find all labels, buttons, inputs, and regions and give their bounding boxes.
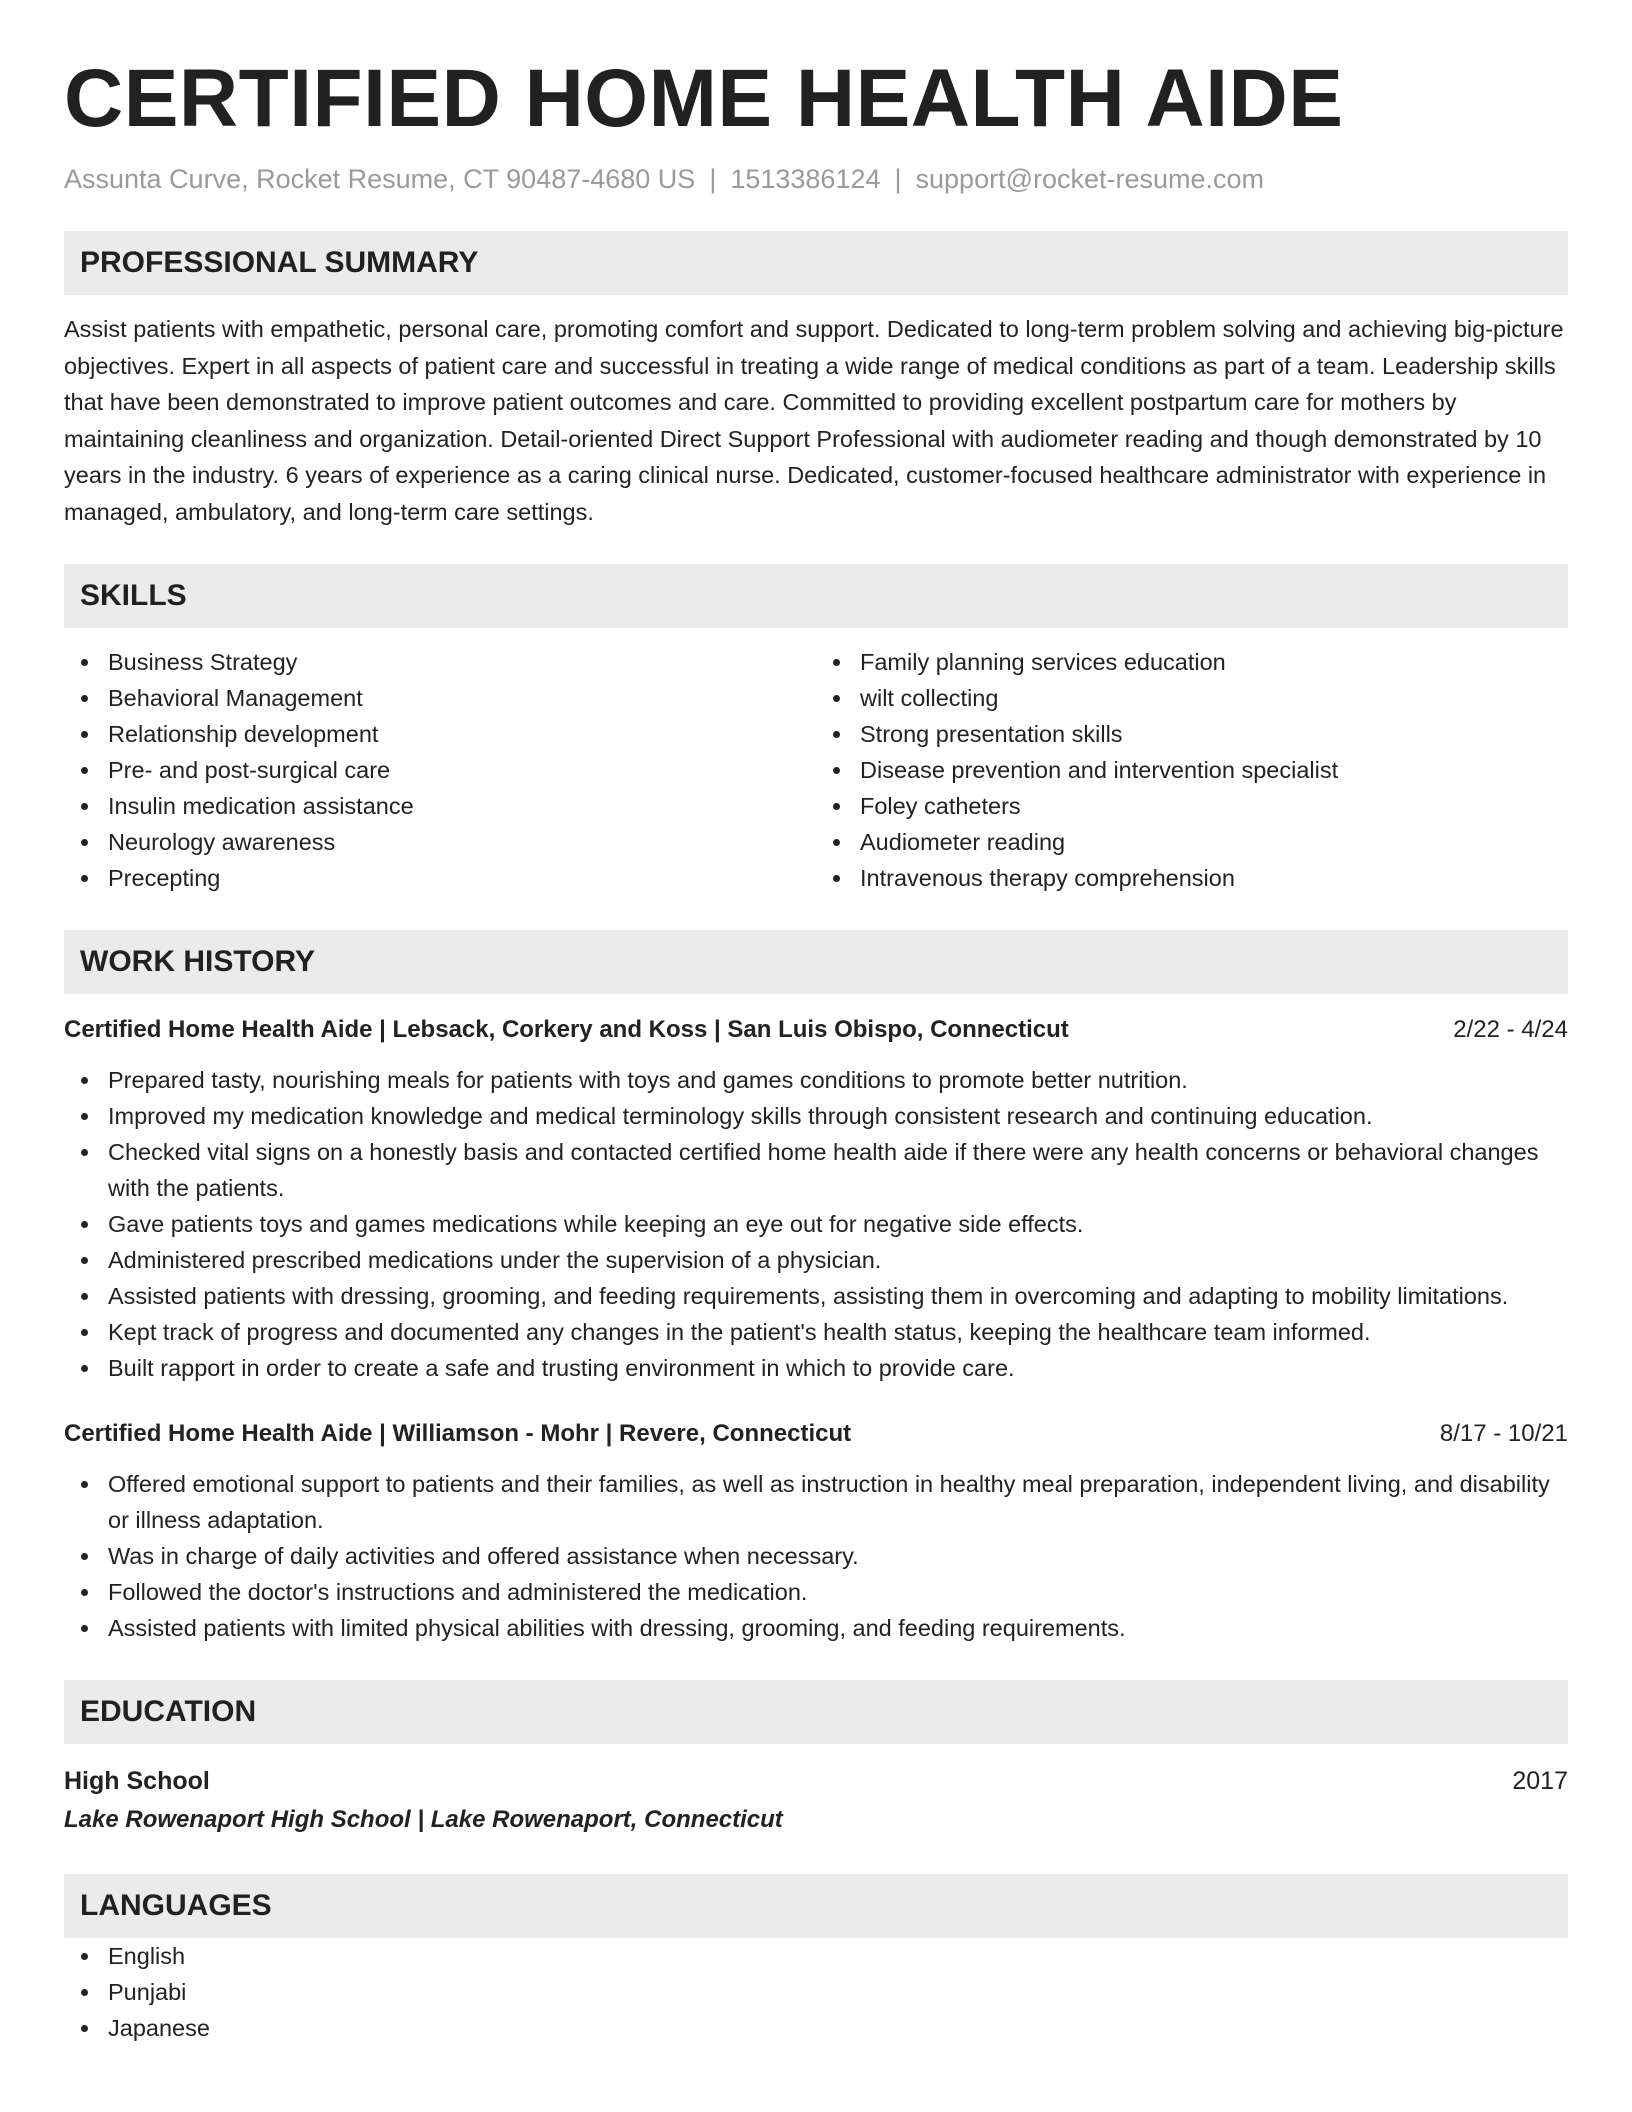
skill-item: Audiometer reading xyxy=(860,824,1568,860)
skills-grid xyxy=(64,644,1568,896)
contact-address: Assunta Curve, Rocket Resume, CT 90487-4680 US xyxy=(64,164,696,195)
skills-heading: SKILLS xyxy=(64,564,1568,628)
skill-item: Business Strategy xyxy=(108,644,816,680)
job-entry xyxy=(64,1416,1568,1646)
skill-item: Disease prevention and intervention specialist xyxy=(860,752,1568,788)
job-bullets xyxy=(64,1062,1568,1386)
skill-item: wilt collecting xyxy=(860,680,1568,716)
job-bullet: Administered prescribed medications under the supervision of a physician. xyxy=(108,1242,1568,1278)
job-bullet: Prepared tasty, nourishing meals for patients with toys and games conditions to promote better nutrition. xyxy=(108,1062,1568,1098)
language-item: Punjabi xyxy=(108,1974,1568,2010)
resume-title: CERTIFIED HOME HEALTH AIDE xyxy=(64,53,1344,144)
education-heading: EDUCATION xyxy=(64,1680,1568,1744)
skill-item: Precepting xyxy=(108,860,816,896)
education-year: 2017 xyxy=(1512,1767,1568,1796)
languages-list xyxy=(64,1938,1568,2046)
skill-item: Strong presentation skills xyxy=(860,716,1568,752)
skill-item: Pre- and post-surgical care xyxy=(108,752,816,788)
job-bullet: Built rapport in order to create a safe and trusting environment in which to provide care. xyxy=(108,1350,1568,1386)
summary-heading: PROFESSIONAL SUMMARY xyxy=(64,231,1568,295)
contact-email: support@rocket-resume.com xyxy=(915,164,1265,195)
job-title: Certified Home Health Aide | Lebsack, Corkery and Koss | San Luis Obispo, Connecticut xyxy=(64,1016,1069,1044)
skill-item: Behavioral Management xyxy=(108,680,816,716)
contact-separator: | xyxy=(894,164,902,195)
job-title: Certified Home Health Aide | Williamson - Mohr | Revere, Connecticut xyxy=(64,1420,852,1448)
work-history-heading: WORK HISTORY xyxy=(64,930,1568,994)
job-header xyxy=(64,1012,1568,1048)
skill-item: Insulin medication assistance xyxy=(108,788,816,824)
job-bullets xyxy=(64,1466,1568,1646)
job-bullet: Followed the doctor's instructions and administered the medication. xyxy=(108,1574,1568,1610)
job-header xyxy=(64,1416,1568,1452)
skills-column-right xyxy=(816,644,1568,896)
job-dates: 2/22 - 4/24 xyxy=(1453,1016,1568,1044)
education-entry xyxy=(64,1762,1568,1840)
contact-separator: | xyxy=(709,164,717,195)
language-item: English xyxy=(108,1938,1568,1974)
job-bullet: Assisted patients with limited physical abilities with dressing, grooming, and feeding requirements. xyxy=(108,1610,1568,1646)
job-bullet: Checked vital signs on a honestly basis and contacted certified home health aide if there were any health concerns or behavioral changes with the patients. xyxy=(108,1134,1568,1206)
skill-item: Neurology awareness xyxy=(108,824,816,860)
job-bullet: Improved my medication knowledge and medical terminology skills through consistent research and continuing education. xyxy=(108,1098,1568,1134)
job-bullet: Was in charge of daily activities and offered assistance when necessary. xyxy=(108,1538,1568,1574)
skill-item: Family planning services education xyxy=(860,644,1568,680)
contact-line xyxy=(64,162,1568,197)
contact-phone: 1513386124 xyxy=(730,164,881,195)
language-item: Japanese xyxy=(108,2010,1568,2046)
job-bullet: Gave patients toys and games medications while keeping an eye out for negative side effects. xyxy=(108,1206,1568,1242)
summary-text: Assist patients with empathetic, personal care, promoting comfort and support. Dedicated to long-term problem solving and achieving big-picture objectives. Expert in all aspects of patient care and successful in treating a wide range of medical conditions as part of a team. Leadership skills that have been demonstrated to improve patient outcomes and care. Committed to providing excellent postpartum care for mothers by maintaining cleanliness and organization. Detail-oriented Direct Support Professional with audiometer reading and though demonstrated by 10 years in the industry. 6 years of experience as a caring clinical nurse. Dedicated, customer-focused healthcare administrator with experience in managed, ambulatory, and long-term care settings. xyxy=(64,316,1564,525)
skills-list-left xyxy=(64,644,816,896)
skill-item: Intravenous therapy comprehension xyxy=(860,860,1568,896)
skills-list-right xyxy=(816,644,1568,896)
job-entry xyxy=(64,1012,1568,1386)
job-bullet: Offered emotional support to patients and their families, as well as instruction in healthy meal preparation, independent living, and disability or illness adaptation. xyxy=(108,1466,1568,1538)
languages-heading: LANGUAGES xyxy=(64,1874,1568,1938)
job-bullet: Kept track of progress and documented any changes in the patient's health status, keeping the healthcare team informed. xyxy=(108,1314,1568,1350)
skills-column-left xyxy=(64,644,816,896)
job-bullet: Assisted patients with dressing, grooming, and feeding requirements, assisting them in overcoming and adapting to mobility limitations. xyxy=(108,1278,1568,1314)
job-dates: 8/17 - 10/21 xyxy=(1439,1420,1568,1448)
skill-item: Foley catheters xyxy=(860,788,1568,824)
education-degree: High School xyxy=(64,1767,210,1796)
education-school: Lake Rowenaport High School | Lake Rowenaport, Connecticut xyxy=(64,1806,783,1834)
skill-item: Relationship development xyxy=(108,716,816,752)
education-header xyxy=(64,1762,1568,1800)
